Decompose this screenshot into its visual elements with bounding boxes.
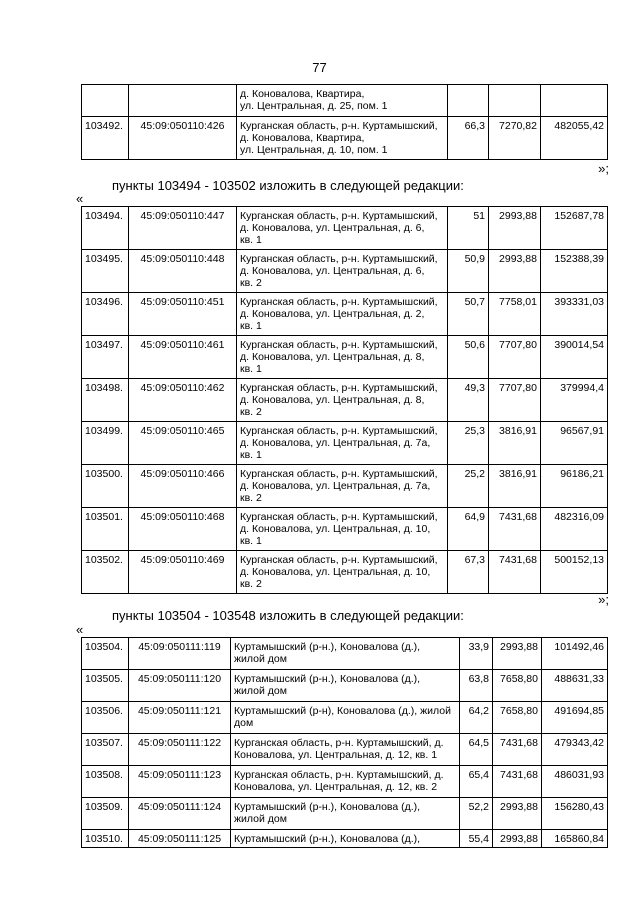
table-continuation: [81, 84, 608, 160]
area-cell: 50,9: [448, 250, 489, 293]
cadastral-number-cell: 45:09:050111:124: [129, 798, 231, 830]
area-cell: 65,4: [460, 766, 493, 798]
cadastral-number-cell: 45:09:050111:120: [129, 670, 231, 702]
area-cell: 67,3: [448, 551, 489, 594]
value-cell: 101492,46: [542, 638, 608, 670]
row-number-cell: 103510.: [82, 830, 129, 848]
table-row: [82, 207, 608, 250]
rate-cell: 2993,88: [489, 250, 541, 293]
table-row: [82, 508, 608, 551]
area-cell: 33,9: [460, 638, 493, 670]
row-number-cell: 103495.: [82, 250, 129, 293]
table-row: [82, 670, 608, 702]
rate-cell: [489, 85, 541, 117]
address-cell: Курганская область, р-н. Куртамышский, д. Коновалова, ул. Центральная, д. 12, кв. 2: [231, 766, 460, 798]
area-cell: 66,3: [448, 117, 489, 160]
table-row: [82, 85, 608, 117]
row-number-cell: 103494.: [82, 207, 129, 250]
cadastral-number-cell: 45:09:050110:468: [129, 508, 237, 551]
row-number-cell: 103501.: [82, 508, 129, 551]
table-row: [82, 766, 608, 798]
cadastral-number-cell: 45:09:050110:447: [129, 207, 237, 250]
cadastral-number-cell: [129, 85, 237, 117]
address-cell: Куртамышский (р-н.), Коновалова (д.), жилой дом: [231, 798, 460, 830]
rate-cell: 7431,68: [489, 551, 541, 594]
cadastral-number-cell: 45:09:050110:462: [129, 379, 237, 422]
table-row: [82, 379, 608, 422]
rate-cell: 7707,80: [489, 379, 541, 422]
rate-cell: 7707,80: [489, 336, 541, 379]
rate-cell: 7758,01: [489, 293, 541, 336]
address-cell: д. Коновалова, Квартира, ул. Центральная, д. 25, пом. 1: [237, 85, 448, 117]
row-number-cell: 103497.: [82, 336, 129, 379]
area-cell: 63,8: [460, 670, 493, 702]
amendment-paragraph: пункты 103504 - 103548 изложить в следующей редакции:: [112, 608, 464, 623]
cadastral-number-cell: 45:09:050111:123: [129, 766, 231, 798]
value-cell: 156280,43: [542, 798, 608, 830]
value-cell: 393331,03: [541, 293, 608, 336]
address-cell: Курганская область, р-н. Куртамышский, д. Коновалова, ул. Центральная, д. 6, кв. 1: [237, 207, 448, 250]
table-row: [82, 250, 608, 293]
table-row: [82, 798, 608, 830]
address-cell: Курганская область, р-н. Куртамышский, д. Коновалова, ул. Центральная, д. 10, кв. 2: [237, 551, 448, 594]
address-cell: Куртамышский (р-н.), Коновалова (д.), жилой дом: [231, 670, 460, 702]
table-row: [82, 336, 608, 379]
area-cell: [448, 85, 489, 117]
rate-cell: 7431,68: [493, 766, 542, 798]
table-row: [82, 465, 608, 508]
table-points-103494-103502: [81, 206, 608, 594]
value-cell: 96186,21: [541, 465, 608, 508]
rate-cell: 2993,88: [489, 207, 541, 250]
amendment-paragraph: пункты 103494 - 103502 изложить в следующей редакции:: [112, 178, 464, 193]
address-cell: Куртамышский (р-н.), Коновалова (д.),: [231, 830, 460, 848]
address-cell: Куртамышский (р-н), Коновалова (д.), жилой дом: [231, 702, 460, 734]
value-cell: 500152,13: [541, 551, 608, 594]
cadastral-number-cell: 45:09:050111:119: [129, 638, 231, 670]
rate-cell: 7658,80: [493, 670, 542, 702]
cadastral-number-cell: 45:09:050110:469: [129, 551, 237, 594]
address-cell: Курганская область, р-н. Куртамышский, д. Коновалова, ул. Центральная, д. 12, кв. 1: [231, 734, 460, 766]
row-number-cell: 103496.: [82, 293, 129, 336]
opening-quote: «: [76, 622, 84, 637]
value-cell: 488631,33: [542, 670, 608, 702]
area-cell: 50,6: [448, 336, 489, 379]
cadastral-number-cell: 45:09:050110:465: [129, 422, 237, 465]
value-cell: 479343,42: [542, 734, 608, 766]
cadastral-number-cell: 45:09:050110:466: [129, 465, 237, 508]
rate-cell: 2993,88: [493, 638, 542, 670]
row-number-cell: 103506.: [82, 702, 129, 734]
table-row: [82, 734, 608, 766]
area-cell: 51: [448, 207, 489, 250]
row-number-cell: 103499.: [82, 422, 129, 465]
row-number-cell: 103500.: [82, 465, 129, 508]
address-cell: Курганская область, р-н. Куртамышский, д. Коновалова, ул. Центральная, д. 6, кв. 2: [237, 250, 448, 293]
row-number-cell: 103509.: [82, 798, 129, 830]
area-cell: 64,2: [460, 702, 493, 734]
cadastral-number-cell: 45:09:050110:461: [129, 336, 237, 379]
cadastral-number-cell: 45:09:050110:451: [129, 293, 237, 336]
value-cell: 482055,42: [541, 117, 608, 160]
table-row: [82, 638, 608, 670]
value-cell: [541, 85, 608, 117]
rate-cell: 7431,68: [493, 734, 542, 766]
cadastral-number-cell: 45:09:050111:125: [129, 830, 231, 848]
value-cell: 482316,09: [541, 508, 608, 551]
row-number-cell: 103507.: [82, 734, 129, 766]
row-number-cell: 103505.: [82, 670, 129, 702]
address-cell: Курганская область, р-н. Куртамышский, д. Коновалова, ул. Центральная, д. 8, кв. 2: [237, 379, 448, 422]
cadastral-number-cell: 45:09:050110:448: [129, 250, 237, 293]
rate-cell: 7270,82: [489, 117, 541, 160]
table-row: [82, 293, 608, 336]
rate-cell: 3816,91: [489, 422, 541, 465]
row-number-cell: 103492.: [82, 117, 129, 160]
value-cell: 491694,85: [542, 702, 608, 734]
table-points-103504-103548: [81, 637, 608, 848]
rate-cell: 2993,88: [493, 830, 542, 848]
area-cell: 64,5: [460, 734, 493, 766]
address-cell: Курганская область, р-н. Куртамышский, д. Коновалова, ул. Центральная, д. 7а, кв. 1: [237, 422, 448, 465]
area-cell: 64,9: [448, 508, 489, 551]
value-cell: 96567,91: [541, 422, 608, 465]
address-cell: Курганская область, р-н. Куртамышский, д. Коновалова, Квартира, ул. Центральная, д. 10, пом. 1: [237, 117, 448, 160]
address-cell: Курганская область, р-н. Куртамышский, д. Коновалова, ул. Центральная, д. 8, кв. 1: [237, 336, 448, 379]
table-row: [82, 830, 608, 848]
cadastral-number-cell: 45:09:050110:426: [129, 117, 237, 160]
area-cell: 55,4: [460, 830, 493, 848]
row-number-cell: 103508.: [82, 766, 129, 798]
value-cell: 390014,54: [541, 336, 608, 379]
cadastral-number-cell: 45:09:050111:121: [129, 702, 231, 734]
address-cell: Курганская область, р-н. Куртамышский, д. Коновалова, ул. Центральная, д. 2, кв. 1: [237, 293, 448, 336]
cadastral-number-cell: 45:09:050111:122: [129, 734, 231, 766]
rate-cell: 7658,80: [493, 702, 542, 734]
area-cell: 52,2: [460, 798, 493, 830]
table-row: [82, 117, 608, 160]
row-number-cell: 103502.: [82, 551, 129, 594]
area-cell: 50,7: [448, 293, 489, 336]
value-cell: 486031,93: [542, 766, 608, 798]
row-number-cell: 103498.: [82, 379, 129, 422]
value-cell: 165860,84: [542, 830, 608, 848]
page-number: 77: [312, 60, 327, 75]
address-cell: Куртамышский (р-н.), Коновалова (д.), жилой дом: [231, 638, 460, 670]
closing-quote: »;: [598, 592, 609, 607]
area-cell: 25,2: [448, 465, 489, 508]
address-cell: Курганская область, р-н. Куртамышский, д. Коновалова, ул. Центральная, д. 7а, кв. 2: [237, 465, 448, 508]
rate-cell: 7431,68: [489, 508, 541, 551]
row-number-cell: [82, 85, 129, 117]
table-row: [82, 551, 608, 594]
rate-cell: 2993,88: [493, 798, 542, 830]
area-cell: 49,3: [448, 379, 489, 422]
value-cell: 152388,39: [541, 250, 608, 293]
table-row: [82, 422, 608, 465]
table-row: [82, 702, 608, 734]
row-number-cell: 103504.: [82, 638, 129, 670]
value-cell: 152687,78: [541, 207, 608, 250]
rate-cell: 3816,91: [489, 465, 541, 508]
address-cell: Курганская область, р-н. Куртамышский, д. Коновалова, ул. Центральная, д. 10, кв. 1: [237, 508, 448, 551]
area-cell: 25,3: [448, 422, 489, 465]
closing-quote: »;: [598, 161, 609, 176]
value-cell: 379994,4: [541, 379, 608, 422]
opening-quote: «: [76, 191, 84, 206]
